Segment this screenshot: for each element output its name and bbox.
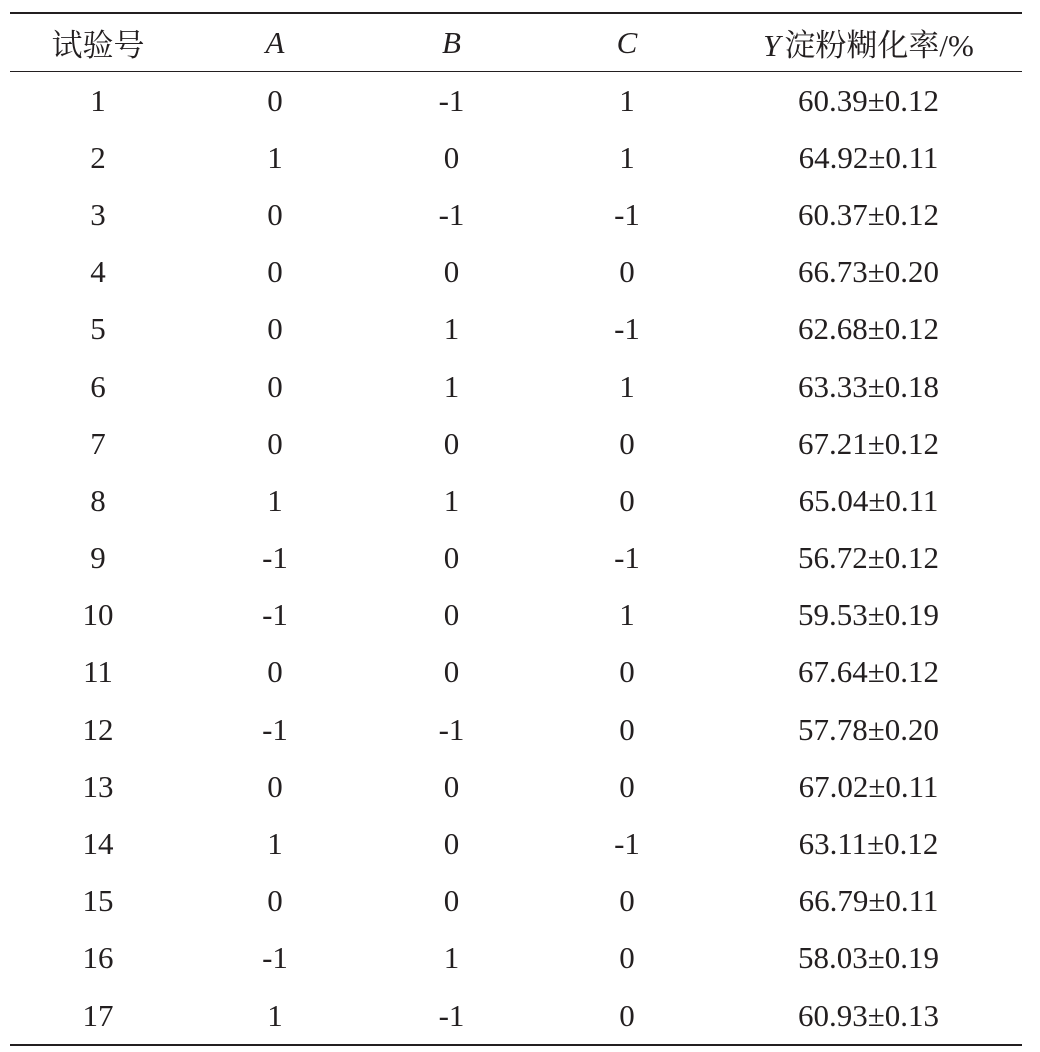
table-row [10, 530, 1022, 587]
table-row [10, 815, 1022, 872]
cell-factor-b: 0 [443, 540, 460, 576]
cell-trial-no: 14 [82, 826, 114, 862]
cell-factor-b: 0 [443, 768, 460, 804]
header-y-variable: Y [763, 28, 781, 63]
cell-gelatinization-rate: 57.78±0.20 [797, 711, 939, 747]
header-y-label: 淀粉糊化率/% [784, 28, 974, 63]
cell-trial-no: 15 [82, 883, 114, 919]
cell-factor-a: -1 [262, 711, 288, 747]
cell-factor-a: 0 [267, 254, 283, 290]
cell-factor-c: 0 [539, 987, 715, 1045]
cell-factor-b: 1 [443, 311, 460, 347]
cell-gelatinization-rate: 67.02±0.11 [798, 768, 939, 804]
table-row [10, 472, 1022, 529]
cell-factor-c: 1 [619, 82, 635, 118]
cell-gelatinization-rate: 63.33±0.18 [797, 368, 939, 404]
cell-factor-a: 0 [267, 425, 283, 461]
cell-factor-c: 0 [619, 768, 635, 804]
cell-factor-c: 0 [619, 711, 635, 747]
table-row [10, 701, 1022, 758]
header-factor-a: A [186, 13, 364, 72]
cell-gelatinization-rate: 66.73±0.20 [797, 254, 939, 290]
cell-factor-c: -1 [614, 196, 640, 232]
cell-gelatinization-rate: 67.64±0.12 [797, 654, 939, 690]
cell-trial-no: 5 [90, 311, 106, 347]
table-body [10, 72, 1022, 1046]
cell-factor-b: 0 [443, 883, 460, 919]
cell-factor-a: 0 [267, 654, 283, 690]
header-row [10, 13, 1022, 72]
cell-factor-c: -1 [614, 311, 640, 347]
cell-trial-no: 13 [82, 768, 114, 804]
results-table-container [10, 12, 1022, 1046]
cell-factor-a: -1 [262, 940, 288, 976]
table-row [10, 129, 1022, 186]
cell-factor-a: 1 [267, 482, 283, 518]
cell-factor-a: 0 [267, 883, 283, 919]
table-header [10, 13, 1022, 72]
table-row [10, 587, 1022, 644]
cell-factor-b: -1 [438, 82, 465, 118]
table-row [10, 415, 1022, 472]
table-row [10, 930, 1022, 987]
cell-gelatinization-rate: 64.92±0.11 [798, 139, 939, 175]
cell-trial-no: 6 [90, 368, 106, 404]
cell-factor-c: -1 [614, 826, 640, 862]
cell-trial-no: 3 [90, 196, 106, 232]
cell-factor-c: 0 [619, 482, 635, 518]
table-row [10, 644, 1022, 701]
cell-gelatinization-rate: 59.53±0.19 [797, 597, 939, 633]
cell-factor-c: 0 [619, 654, 635, 690]
cell-factor-c: 0 [619, 883, 635, 919]
response-surface-results-table [10, 12, 1022, 1046]
table-row [10, 758, 1022, 815]
table-row [10, 186, 1022, 243]
cell-factor-a: -1 [262, 597, 288, 633]
cell-factor-a: 1 [267, 826, 283, 862]
cell-gelatinization-rate: 66.79±0.11 [798, 883, 939, 919]
table-row [10, 72, 1022, 130]
cell-factor-b: 0 [443, 254, 460, 290]
table-row [10, 873, 1022, 930]
cell-factor-a: -1 [262, 540, 288, 576]
table-row [10, 244, 1022, 301]
cell-gelatinization-rate: 60.37±0.12 [797, 196, 939, 232]
cell-factor-b: -1 [438, 196, 465, 232]
cell-factor-c: 0 [619, 425, 635, 461]
cell-factor-c: -1 [614, 540, 640, 576]
cell-factor-b: 0 [443, 425, 460, 461]
table-row [10, 301, 1022, 358]
table-row [10, 987, 1022, 1045]
cell-trial-no: 12 [82, 711, 114, 747]
cell-factor-a: 1 [186, 987, 364, 1045]
table-row [10, 358, 1022, 415]
cell-trial-no: 11 [83, 654, 113, 690]
cell-trial-no: 7 [90, 425, 106, 461]
cell-trial-no: 10 [82, 597, 114, 633]
cell-factor-c: 1 [619, 368, 635, 404]
cell-factor-a: 0 [267, 368, 283, 404]
cell-factor-b: 0 [443, 139, 460, 175]
cell-gelatinization-rate: 62.68±0.12 [797, 311, 939, 347]
cell-factor-b: 0 [443, 654, 460, 690]
cell-factor-c: 0 [619, 940, 635, 976]
cell-trial-no: 16 [82, 940, 114, 976]
cell-trial-no: 8 [90, 482, 106, 518]
header-response-y [715, 13, 1022, 72]
header-factor-b: B [364, 13, 539, 72]
cell-factor-a: 0 [267, 311, 283, 347]
cell-factor-a: 0 [267, 768, 283, 804]
cell-factor-c: 0 [619, 254, 635, 290]
cell-trial-no: 4 [90, 254, 106, 290]
header-trial-no: 试验号 [10, 13, 186, 72]
cell-factor-b: 0 [443, 826, 460, 862]
cell-factor-a: 0 [267, 82, 283, 118]
cell-gelatinization-rate: 58.03±0.19 [797, 940, 939, 976]
cell-gelatinization-rate: 56.72±0.12 [797, 540, 939, 576]
cell-factor-b: -1 [364, 987, 539, 1045]
cell-gelatinization-rate: 63.11±0.12 [798, 826, 939, 862]
cell-factor-a: 0 [267, 196, 283, 232]
cell-factor-b: 1 [443, 482, 460, 518]
cell-factor-c: 1 [619, 139, 635, 175]
cell-gelatinization-rate: 67.21±0.12 [797, 425, 939, 461]
cell-trial-no: 2 [90, 139, 106, 175]
cell-gelatinization-rate: 65.04±0.11 [798, 482, 939, 518]
cell-trial-no: 1 [90, 82, 106, 118]
cell-factor-b: 1 [443, 940, 460, 976]
cell-gelatinization-rate: 60.39±0.12 [797, 82, 939, 118]
cell-factor-b: 0 [443, 597, 460, 633]
header-factor-c: C [539, 13, 715, 72]
cell-trial-no: 9 [90, 540, 106, 576]
cell-gelatinization-rate: 60.93±0.13 [715, 987, 1022, 1045]
cell-factor-b: 1 [443, 368, 460, 404]
cell-factor-a: 1 [267, 139, 283, 175]
cell-trial-no: 17 [10, 987, 186, 1045]
cell-factor-b: -1 [438, 711, 465, 747]
cell-factor-c: 1 [619, 597, 635, 633]
